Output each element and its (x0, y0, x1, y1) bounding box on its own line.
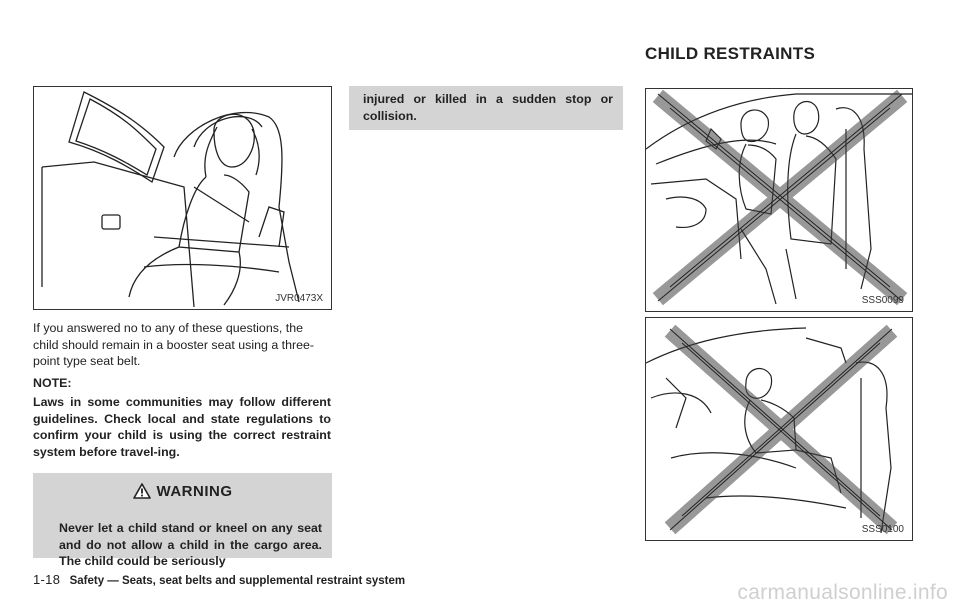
figure-code: JVR0473X (275, 293, 323, 304)
child-kneeling-illustration (646, 318, 912, 540)
footer-title: Safety — Seats, seat belts and supplemental restraint system (69, 575, 406, 587)
watermark: carmanualsonline.info (737, 581, 948, 604)
page-footer (33, 572, 405, 587)
figure-child-standing-front-seat (645, 88, 913, 312)
paragraph: If you answered no to any of these questions, the child should remain in a booster seat using a three-point type seat belt. (33, 321, 315, 368)
warning-label: WARNING (156, 483, 233, 500)
figure-child-kneeling-rear-seat (645, 317, 913, 541)
note-label: NOTE: (33, 375, 72, 390)
warning-box (33, 473, 332, 568)
section-title: CHILD RESTRAINTS (645, 44, 816, 63)
figure-child-booster-seat (33, 86, 332, 310)
figure-code: SSS0100 (861, 524, 904, 535)
note-text: Laws in some communities may follow different guidelines. Check local and state regulations to confirm your child is using the correct restraint system before travel-ing. (33, 395, 331, 459)
child-standing-illustration (646, 89, 912, 311)
warning-triangle-icon (133, 483, 151, 503)
warning-continuation: injured or killed in a sudden stop or collision. (349, 86, 623, 130)
figure-code: SSS0099 (861, 295, 904, 306)
booster-seat-illustration (34, 87, 331, 309)
warning-text: Never let a child stand or kneel on any seat and do not allow a child in the cargo area. The child could be seriously (59, 521, 322, 568)
body-text (33, 320, 331, 460)
warning-heading (33, 483, 332, 503)
page-number: 1-18 (33, 572, 61, 587)
